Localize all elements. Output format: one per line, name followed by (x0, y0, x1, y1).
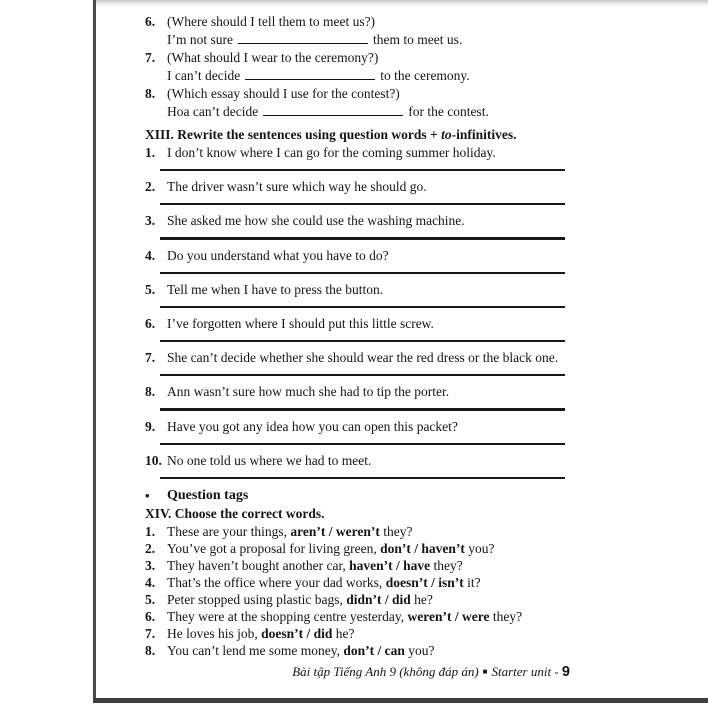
choice-item (145, 523, 708, 540)
choice-sentence (167, 540, 708, 557)
rewrite-item (145, 418, 708, 436)
sentence-post: they? (379, 523, 413, 539)
choice-item (145, 540, 708, 557)
item-number: 6. (145, 14, 156, 29)
answer-writing-line (160, 306, 565, 308)
item-number: 7. (145, 625, 156, 641)
answer-suffix: them to meet us. (372, 32, 463, 47)
item-number: 3. (145, 213, 156, 229)
choice-options: don’t / haven’t (380, 540, 465, 556)
sentence-text: The driver wasn’t sure which way he should go. (167, 179, 427, 195)
sentence-text: She asked me how she could use the washing machine. (167, 213, 465, 229)
choice-sentence (167, 574, 708, 591)
sentence-post: they? (430, 557, 463, 573)
exercise-13-title (145, 126, 708, 144)
rewrite-item (145, 212, 708, 230)
choice-sentence (167, 608, 708, 625)
choice-options: haven’t / have (349, 557, 431, 573)
item-number: 7. (145, 50, 156, 65)
choice-options: didn’t / did (346, 591, 411, 607)
choice-item (145, 591, 708, 608)
rewrite-item (145, 315, 708, 333)
rewrite-item (145, 281, 708, 299)
sentence-text: Ann wasn’t sure how much she had to tip the porter. (167, 384, 450, 400)
exercise-13-title-main: XIII. Rewrite the sentences using question words + (145, 127, 442, 142)
choice-sentence (167, 523, 708, 540)
square-bullet-icon: ■ (482, 666, 488, 676)
sentence-post: it? (463, 574, 481, 590)
answer-writing-line (160, 443, 565, 445)
fill-blank (245, 68, 375, 80)
fill-blank (238, 32, 368, 44)
answer-writing-line (160, 203, 565, 205)
answer-writing-line (160, 408, 565, 410)
choice-sentence (167, 642, 708, 659)
item-number: 1. (145, 523, 156, 539)
answer-writing-line (160, 237, 565, 239)
sentence-post: he? (332, 625, 355, 641)
item-number: 8. (145, 384, 156, 400)
sentence-text: Do you understand what you have to do? (167, 247, 389, 263)
choice-options: doesn’t / isn’t (385, 574, 464, 590)
sentence-post: they? (489, 608, 523, 624)
sentence-pre: They were at the shopping centre yesterday, (167, 608, 408, 624)
sentence-text: Have you got any idea how you can open this packet? (167, 418, 458, 434)
gap-fill-item-answer (145, 67, 708, 85)
section-heading-question-tags (145, 487, 708, 505)
item-number: 10. (145, 452, 162, 468)
page-footer (145, 663, 708, 681)
question-text: (Which essay should I use for the contest?) (167, 86, 400, 101)
sentence-text: I’ve forgotten where I should put this little screw. (167, 315, 434, 331)
sentence-text: I don’t know where I can go for the coming summer holiday. (167, 145, 496, 160)
choice-item (145, 574, 708, 591)
sentence-pre: Peter stopped using plastic bags, (167, 591, 347, 607)
choice-item (145, 642, 708, 659)
question-text: (Where should I tell them to meet us?) (167, 14, 376, 29)
sentence-text: Tell me when I have to press the button. (167, 281, 384, 297)
footer-book-title: Bài tập Tiếng Anh 9 (không đáp án) (292, 663, 479, 679)
item-number: 2. (145, 540, 156, 556)
sentence-pre: You’ve got a proposal for living green, (167, 540, 381, 556)
answer-suffix: to the ceremony. (380, 68, 470, 83)
footer-unit-label: Starter unit - (491, 663, 562, 679)
footer-page-number: 9 (561, 663, 570, 680)
exercise-14-title: XIV. Choose the correct words. (145, 505, 325, 521)
sentence-text: She can’t decide whether she should wear the red dress or the black one. (167, 350, 559, 366)
section-heading-label: Question tags (167, 487, 249, 503)
answer-prefix: I’m not sure (167, 32, 233, 47)
gap-fill-item-answer (145, 31, 708, 49)
answer-prefix: Hoa can’t decide (167, 104, 259, 119)
choice-sentence (167, 625, 708, 642)
gap-fill-item-question (145, 85, 708, 103)
sentence-text: No one told us where we had to meet. (167, 452, 372, 468)
item-number: 6. (145, 608, 156, 624)
item-number: 8. (145, 86, 156, 101)
item-number: 9. (145, 418, 156, 434)
item-number: 4. (145, 574, 156, 590)
sentence-pre: That’s the office where your dad works, (167, 574, 386, 590)
choice-options: don’t / can (343, 642, 405, 658)
sentence-post: he? (410, 591, 433, 607)
item-number: 3. (145, 557, 156, 573)
gap-fill-item-answer (145, 103, 708, 121)
bullet-icon: • (145, 487, 150, 503)
question-text: (What should I wear to the ceremony?) (167, 50, 379, 65)
choice-options: aren’t / weren’t (290, 523, 380, 539)
sentence-pre: He loves his job, (167, 625, 262, 641)
item-number: 4. (145, 247, 156, 263)
item-number: 7. (145, 350, 156, 366)
rewrite-item (145, 144, 708, 162)
choice-item (145, 625, 708, 642)
answer-prefix: I can’t decide (167, 68, 241, 83)
choice-options: weren’t / were (407, 608, 490, 624)
answer-writing-line (160, 477, 565, 479)
item-number: 5. (145, 281, 156, 297)
item-number: 1. (145, 145, 156, 160)
exercise-14-list (145, 523, 708, 659)
rewrite-item (145, 383, 708, 401)
rewrite-item (145, 452, 708, 470)
choice-sentence (167, 557, 708, 574)
exercise-13-title-italic: to (441, 127, 452, 142)
sentence-post: you? (404, 642, 435, 658)
gap-fill-item-question (145, 49, 708, 67)
item-number: 6. (145, 315, 156, 331)
sentence-pre: They haven’t bought another car, (167, 557, 350, 573)
exercise-13-title-tail: -infinitives. (451, 127, 517, 142)
rewrite-item (145, 247, 708, 265)
item-number: 2. (145, 179, 156, 195)
answer-writing-line (160, 272, 565, 274)
answer-writing-line (160, 374, 565, 376)
sentence-pre: You can’t lend me some money, (167, 642, 344, 658)
choice-sentence (167, 591, 708, 608)
choice-item (145, 557, 708, 574)
item-number: 8. (145, 642, 156, 658)
rewrite-item (145, 178, 708, 196)
sentence-pre: These are your things, (167, 523, 291, 539)
answer-suffix: for the contest. (408, 104, 489, 119)
fill-blank (263, 104, 403, 116)
rewrite-item (145, 349, 708, 367)
page-content (96, 0, 708, 681)
sentence-post: you? (464, 540, 495, 556)
answer-writing-line (160, 169, 565, 171)
answer-writing-line (160, 340, 565, 342)
item-number: 5. (145, 591, 156, 607)
choice-options: doesn’t / did (261, 625, 333, 641)
choice-item (145, 608, 708, 625)
gap-fill-item-question (145, 13, 708, 31)
page-edge-bottom (93, 698, 708, 703)
